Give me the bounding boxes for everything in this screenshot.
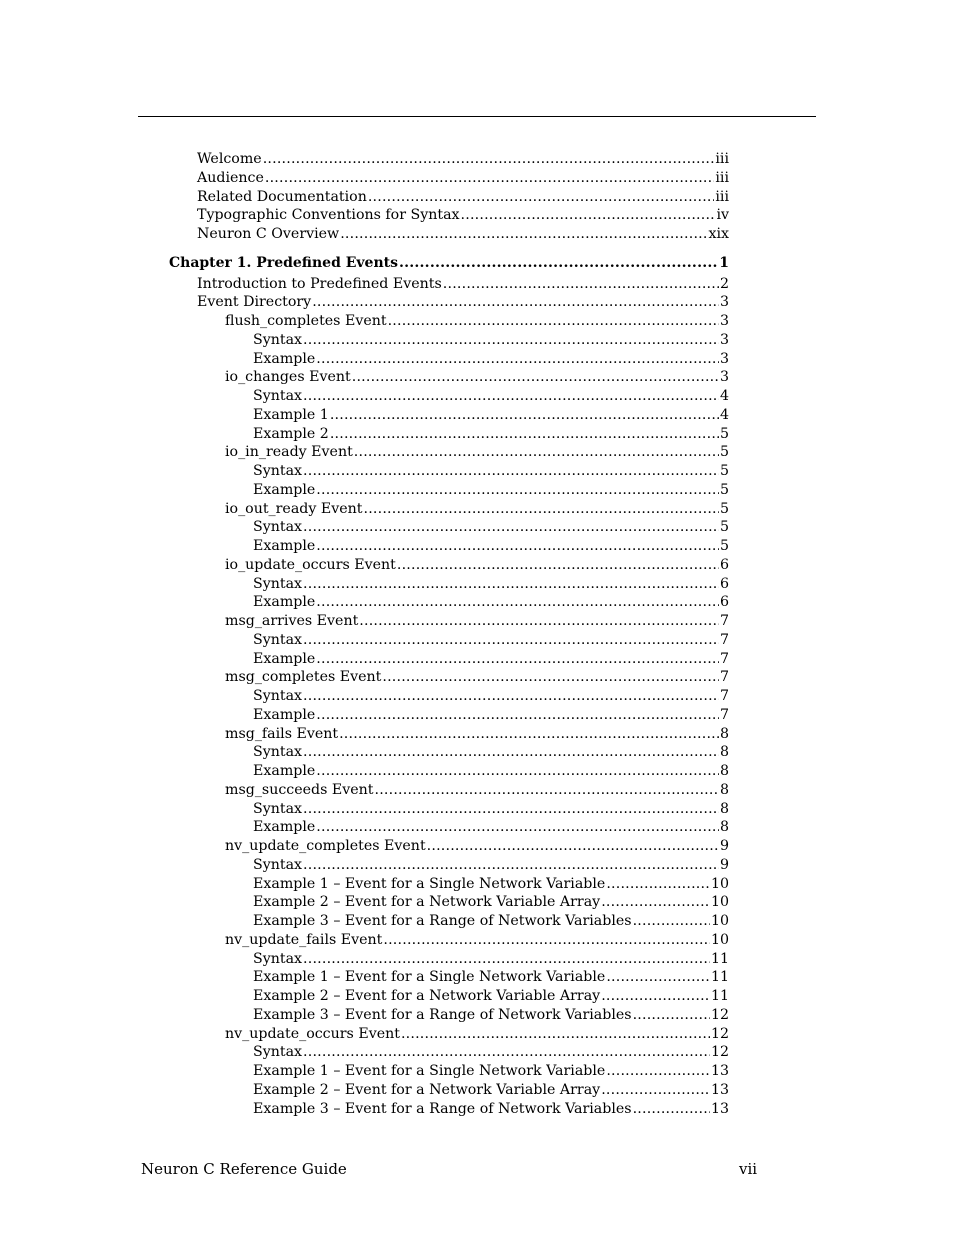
toc-entry[interactable] xyxy=(225,612,729,630)
toc-entry-title: Example xyxy=(253,650,316,667)
toc-entry-page: 3 xyxy=(719,294,729,311)
toc-leader-dots xyxy=(303,462,719,480)
toc-entry[interactable] xyxy=(253,406,729,424)
toc-entry-page: iii xyxy=(715,169,729,186)
toc-entry-title: Syntax xyxy=(253,463,303,479)
toc-entry-page: 9 xyxy=(719,856,729,873)
toc-entry-title: Syntax xyxy=(253,800,303,817)
toc-entry-title: Example 3 – Event for a Range of Network Variables xyxy=(253,913,632,929)
toc-entry-title: msg_fails Event xyxy=(225,725,339,742)
toc-leader-dots xyxy=(339,725,719,743)
toc-entry-title: Example 2 – Event for a Network Variable Array xyxy=(253,1081,601,1098)
toc-entry-page: 7 xyxy=(719,613,729,629)
toc-entry[interactable] xyxy=(253,650,729,668)
toc-entry[interactable] xyxy=(253,875,729,893)
toc-entry-page: 10 xyxy=(710,931,729,948)
toc-entry-title: Example xyxy=(253,763,316,779)
toc-entry-title: Syntax xyxy=(253,688,303,704)
toc-entry[interactable] xyxy=(253,1100,729,1118)
toc-entry[interactable] xyxy=(253,950,729,968)
toc-leader-dots xyxy=(330,406,719,424)
toc-leader-dots xyxy=(303,800,719,818)
toc-entry-title: io_in_ready Event xyxy=(225,444,353,461)
toc-entry-title: io_out_ready Event xyxy=(225,500,363,517)
toc-leader-dots xyxy=(633,1006,710,1024)
toc-leader-dots xyxy=(399,254,718,272)
toc-leader-dots xyxy=(606,875,710,893)
toc-entry[interactable] xyxy=(253,1043,729,1061)
toc-entry-title: Syntax xyxy=(253,856,303,873)
toc-entry-title: Example 3 – Event for a Range of Network Variables xyxy=(253,1006,632,1023)
toc-entry-title: nv_update_completes Event xyxy=(225,838,426,854)
toc-entry-page: 7 xyxy=(719,669,729,686)
toc-leader-dots xyxy=(601,893,710,911)
toc-entry-title: Example xyxy=(253,819,316,836)
toc-leader-dots xyxy=(316,537,719,555)
toc-entry-page: 3 xyxy=(719,350,729,367)
toc-entry-page: 5 xyxy=(719,481,729,498)
toc-entry[interactable] xyxy=(253,593,729,611)
toc-entry[interactable] xyxy=(197,150,729,168)
toc-leader-dots xyxy=(397,556,719,574)
toc-entry-page: 11 xyxy=(710,950,729,967)
toc-entry-title: Example 2 xyxy=(253,425,329,442)
toc-entry-title: Event Directory xyxy=(197,294,312,311)
toc-leader-dots xyxy=(303,331,719,349)
toc-entry[interactable] xyxy=(253,481,729,499)
toc-entry[interactable] xyxy=(253,743,729,761)
toc-entry[interactable] xyxy=(253,425,729,443)
toc-leader-dots xyxy=(316,350,719,368)
toc-entry-page: 3 xyxy=(719,369,729,386)
toc-entry[interactable] xyxy=(253,537,729,555)
toc-entry[interactable] xyxy=(253,687,729,705)
toc-entry-page: 8 xyxy=(719,781,729,798)
toc-entry-title: Syntax xyxy=(253,575,303,592)
toc-entry-page: 3 xyxy=(719,313,729,329)
toc-entry[interactable] xyxy=(253,462,729,480)
toc-entry[interactable] xyxy=(253,387,729,405)
toc-chapter-entry[interactable] xyxy=(169,254,729,272)
footer-page-number: vii xyxy=(739,1160,758,1178)
toc-entry-title: Example 3 – Event for a Range of Network Variables xyxy=(253,1100,632,1117)
toc-leader-dots xyxy=(382,668,719,686)
toc-entry-title: Welcome xyxy=(197,151,262,167)
toc-entry-page: 11 xyxy=(710,988,729,1004)
toc-entry[interactable] xyxy=(197,169,729,187)
toc-leader-dots xyxy=(303,743,719,761)
toc-entry-title: Introduction to Predefined Events xyxy=(197,275,442,292)
toc-entry-page: 5 xyxy=(719,519,729,536)
toc-entry-page: 7 xyxy=(719,650,729,667)
toc-leader-dots xyxy=(606,968,710,986)
toc-leader-dots xyxy=(364,500,719,518)
toc-entry-page: 5 xyxy=(719,500,729,517)
toc-entry-page: 12 xyxy=(710,1044,729,1061)
toc-entry[interactable] xyxy=(253,518,729,536)
toc-entry-page: iii xyxy=(715,188,729,205)
toc-entry-page: 8 xyxy=(719,800,729,817)
toc-leader-dots xyxy=(265,169,714,187)
toc-entry[interactable] xyxy=(253,631,729,649)
toc-entry[interactable] xyxy=(197,188,729,206)
toc-entry-title: Syntax xyxy=(253,950,303,967)
toc-entry[interactable] xyxy=(253,706,729,724)
toc-entry[interactable] xyxy=(225,668,729,686)
toc-entry-page: 8 xyxy=(719,725,729,742)
toc-leader-dots xyxy=(352,368,719,386)
toc-leader-dots xyxy=(601,987,710,1005)
footer-title: Neuron C Reference Guide xyxy=(141,1160,347,1178)
toc-entry-title: Example xyxy=(253,481,316,498)
toc-entry[interactable] xyxy=(225,500,729,518)
toc-entry-page: 7 xyxy=(719,688,729,704)
toc-entry-title: Example xyxy=(253,538,316,554)
toc-entry-page: 10 xyxy=(710,894,729,911)
toc-entry[interactable] xyxy=(253,1062,729,1080)
toc-entry[interactable] xyxy=(253,575,729,593)
toc-leader-dots xyxy=(368,188,715,206)
toc-entry-title: Audience xyxy=(197,169,264,186)
toc-entry-page: 5 xyxy=(719,444,729,461)
toc-entry-title: Example xyxy=(253,350,316,367)
toc-entry-page: 1 xyxy=(719,254,729,271)
toc-entry-title: Example 1 – Event for a Single Network Variable xyxy=(253,969,606,986)
toc-entry-title: msg_arrives Event xyxy=(225,613,359,629)
toc-leader-dots xyxy=(340,225,707,243)
toc-entry-page: 13 xyxy=(710,1100,729,1117)
toc-entry-title: Chapter 1. Predefined Events xyxy=(169,254,398,271)
toc-entry-title: Example 2 – Event for a Network Variable Array xyxy=(253,988,601,1004)
toc-leader-dots xyxy=(427,837,719,855)
toc-entry[interactable] xyxy=(225,725,729,743)
toc-leader-dots xyxy=(359,612,719,630)
toc-leader-dots xyxy=(303,575,719,593)
toc-leader-dots xyxy=(303,1043,710,1061)
header-rule xyxy=(138,116,816,117)
toc-entry-page: 3 xyxy=(719,331,729,348)
toc-entry-title: Neuron C Overview xyxy=(197,226,340,242)
toc-leader-dots xyxy=(388,312,719,330)
toc-entry[interactable] xyxy=(225,312,729,330)
toc-entry-page: 5 xyxy=(719,463,729,479)
toc-entry-page: 7 xyxy=(719,631,729,648)
toc-entry-title: Example 1 – Event for a Single Network Variable xyxy=(253,875,606,892)
toc-entry[interactable] xyxy=(197,293,729,311)
toc-leader-dots xyxy=(303,631,719,649)
toc-entry[interactable] xyxy=(197,275,729,293)
toc-entry-page: 11 xyxy=(710,969,729,986)
toc-entry-page: 8 xyxy=(719,763,729,779)
toc-entry[interactable] xyxy=(253,350,729,368)
toc-entry-title: nv_update_occurs Event xyxy=(225,1025,400,1042)
toc-leader-dots xyxy=(606,1062,710,1080)
toc-entry[interactable] xyxy=(253,987,729,1005)
toc-entry-page: 4 xyxy=(719,388,729,404)
toc-entry[interactable] xyxy=(197,206,729,224)
toc-entry[interactable] xyxy=(253,856,729,874)
toc-entry-title: Syntax xyxy=(253,519,303,536)
toc-leader-dots xyxy=(316,762,719,780)
toc-entry-page: 13 xyxy=(710,1063,729,1079)
toc-entry-page: 10 xyxy=(710,875,729,892)
toc-entry-page: 8 xyxy=(719,819,729,836)
toc-leader-dots xyxy=(263,150,715,168)
toc-entry[interactable] xyxy=(225,443,729,461)
toc-entry[interactable] xyxy=(253,762,729,780)
toc-leader-dots xyxy=(601,1081,710,1099)
toc-entry[interactable] xyxy=(253,893,729,911)
toc-entry-page: 2 xyxy=(719,275,729,292)
toc-entry-page: 12 xyxy=(710,1025,729,1042)
toc-leader-dots xyxy=(303,687,719,705)
toc-entry[interactable] xyxy=(225,368,729,386)
toc-entry[interactable] xyxy=(197,225,729,243)
toc-leader-dots xyxy=(316,818,719,836)
toc-entry[interactable] xyxy=(253,912,729,930)
toc-entry-page: 9 xyxy=(719,838,729,854)
toc-entry[interactable] xyxy=(253,800,729,818)
toc-leader-dots xyxy=(316,706,719,724)
toc-entry[interactable] xyxy=(225,781,729,799)
toc-entry-title: io_changes Event xyxy=(225,369,351,386)
toc-entry-title: Syntax xyxy=(253,631,303,648)
toc-leader-dots xyxy=(303,856,719,874)
toc-entry-title: Syntax xyxy=(253,331,303,348)
toc-leader-dots xyxy=(375,781,719,799)
toc-entry-page: 6 xyxy=(719,556,729,573)
toc-entry-page: 12 xyxy=(710,1006,729,1023)
toc-leader-dots xyxy=(316,481,719,499)
toc-entry[interactable] xyxy=(253,331,729,349)
toc-leader-dots xyxy=(312,293,719,311)
toc-entry[interactable] xyxy=(225,556,729,574)
toc-entry-title: nv_update_fails Event xyxy=(225,931,383,948)
toc-entry-title: Example 1 – Event for a Single Network Variable xyxy=(253,1063,606,1079)
toc-entry-title: Example xyxy=(253,706,316,723)
toc-entry-page: iii xyxy=(715,151,729,167)
toc-leader-dots xyxy=(461,206,716,224)
toc-entry-title: Typographic Conventions for Syntax xyxy=(197,207,460,224)
toc-entry-page: 10 xyxy=(710,913,729,929)
toc-entry-page: 5 xyxy=(719,538,729,554)
toc-entry-title: Example 2 – Event for a Network Variable Array xyxy=(253,894,601,911)
toc-entry-title: msg_completes Event xyxy=(225,669,382,686)
toc-entry-title: Related Documentation xyxy=(197,188,367,205)
toc-entry[interactable] xyxy=(253,968,729,986)
toc-entry[interactable] xyxy=(225,837,729,855)
toc-entry-page: xix xyxy=(708,226,729,242)
toc-leader-dots xyxy=(303,518,719,536)
toc-entry-page: 6 xyxy=(719,575,729,592)
toc-leader-dots xyxy=(316,650,719,668)
toc-leader-dots xyxy=(303,950,710,968)
toc-entry-page: 5 xyxy=(719,425,729,442)
toc-entry[interactable] xyxy=(225,1025,729,1043)
toc-entry[interactable] xyxy=(225,931,729,949)
toc-leader-dots xyxy=(383,931,710,949)
toc-entry[interactable] xyxy=(253,1081,729,1099)
toc-entry[interactable] xyxy=(253,1006,729,1024)
toc-leader-dots xyxy=(330,425,719,443)
toc-entry-page: iv xyxy=(716,207,729,224)
toc-entry-page: 6 xyxy=(719,594,729,611)
toc-leader-dots xyxy=(303,387,719,405)
toc-entry-page: 7 xyxy=(719,706,729,723)
toc-entry-title: flush_completes Event xyxy=(225,313,387,329)
toc-entry-title: Example xyxy=(253,594,316,611)
toc-leader-dots xyxy=(633,912,710,930)
toc-leader-dots xyxy=(354,443,719,461)
toc-entry-page: 4 xyxy=(719,406,729,423)
toc-entry-title: msg_succeeds Event xyxy=(225,781,374,798)
toc-leader-dots xyxy=(401,1025,710,1043)
toc-leader-dots xyxy=(443,275,719,293)
toc-entry-title: Example 1 xyxy=(253,406,329,423)
toc-entry-title: Syntax xyxy=(253,1044,303,1061)
toc-entry-title: io_update_occurs Event xyxy=(225,556,396,573)
toc-entry-title: Syntax xyxy=(253,388,303,404)
toc-entry-page: 8 xyxy=(719,744,729,761)
toc-leader-dots xyxy=(633,1100,710,1118)
toc-entry-title: Syntax xyxy=(253,744,303,761)
toc-entry[interactable] xyxy=(253,818,729,836)
toc-entry-page: 13 xyxy=(710,1081,729,1098)
toc-leader-dots xyxy=(316,593,719,611)
